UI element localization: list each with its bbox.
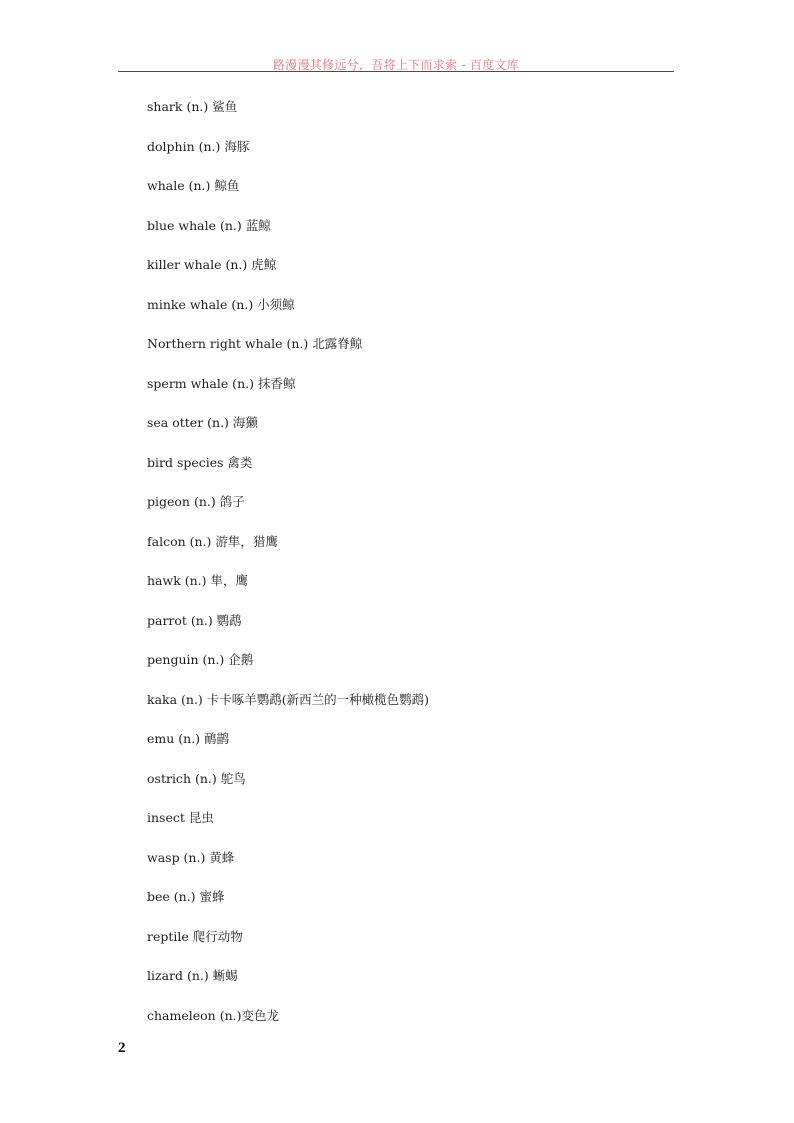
- vocabulary-entry: pigeon (n.) 鸽子: [147, 494, 245, 509]
- vocabulary-entry: chameleon (n.)变色龙: [147, 1007, 279, 1023]
- vocabulary-entry: hawk (n.) 隼，鹰: [147, 573, 249, 588]
- vocabulary-entry: falcon (n.) 游隼，猎鹰: [147, 533, 278, 549]
- page-header-text: 路漫漫其修远兮，吾将上下而求索 - 百度文库: [272, 58, 520, 72]
- header-divider: [118, 71, 674, 72]
- vocabulary-entry: blue whale (n.) 蓝鲸: [147, 217, 271, 233]
- vocabulary-entry: Northern right whale (n.) 北露脊鲸: [147, 336, 363, 351]
- vocabulary-entry: kaka (n.) 卡卡啄羊鹦鹉(新西兰的一种橄榄色鹦鹉): [147, 691, 430, 707]
- vocabulary-entry: emu (n.) 鸸鹋: [147, 731, 230, 746]
- vocabulary-entry: insect 昆虫: [147, 810, 214, 825]
- vocabulary-entry: minke whale (n.) 小须鲸: [147, 296, 295, 312]
- vocabulary-entry: wasp (n.) 黄蜂: [147, 849, 235, 865]
- vocabulary-entry: dolphin (n.) 海豚: [147, 138, 250, 154]
- vocabulary-entry: penguin (n.) 企鹅: [147, 652, 254, 667]
- vocabulary-entry: bird species 禽类: [147, 454, 253, 470]
- vocabulary-entry: shark (n.) 鲨鱼: [147, 99, 238, 114]
- vocabulary-entry: whale (n.) 鲸鱼: [147, 178, 240, 193]
- vocabulary-entry: reptile 爬行动物: [147, 928, 243, 944]
- vocabulary-entry: sperm whale (n.) 抹香鲸: [147, 375, 296, 391]
- vocabulary-entry: ostrich (n.) 鸵鸟: [147, 770, 246, 786]
- vocabulary-entry: bee (n.) 蜜蜂: [147, 889, 225, 904]
- vocabulary-entry: parrot (n.) 鹦鹉: [147, 612, 242, 628]
- vocabulary-list: [147, 96, 429, 1044]
- page-number: 2: [118, 1040, 126, 1056]
- vocabulary-entry: sea otter (n.) 海獭: [147, 415, 258, 430]
- vocabulary-entry: killer whale (n.) 虎鲸: [147, 257, 277, 272]
- vocabulary-entry: lizard (n.) 蜥蜴: [147, 968, 238, 983]
